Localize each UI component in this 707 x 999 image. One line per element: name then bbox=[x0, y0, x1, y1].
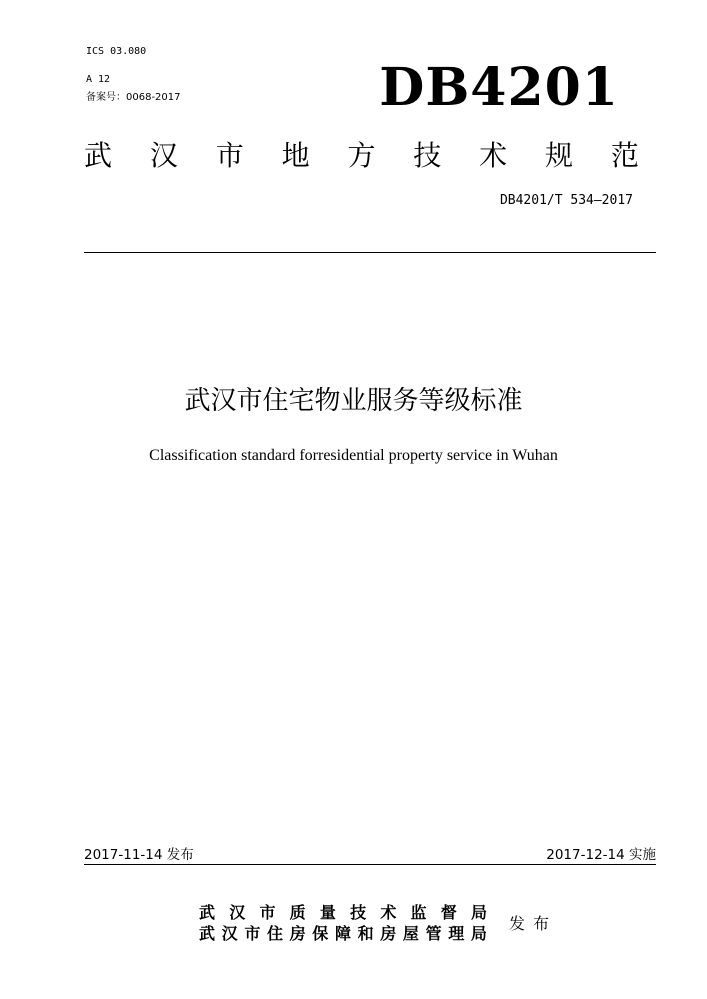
issuer-char: 汉 bbox=[229, 903, 246, 922]
classification-code: A 12 bbox=[86, 74, 111, 85]
document-title-english: Classification standard forresidential property service in Wuhan bbox=[149, 447, 558, 464]
standard-code-heading: DB4201 bbox=[379, 57, 619, 118]
issuer-char: 武 bbox=[199, 903, 216, 922]
issue-date: 2017-11-14 发布 bbox=[84, 847, 194, 863]
standard-type-char: 汉 bbox=[149, 139, 178, 172]
standard-type-char: 规 bbox=[545, 139, 574, 172]
issuer-char: 管 bbox=[425, 924, 442, 943]
standard-type-char: 市 bbox=[215, 139, 244, 172]
issuer-char: 督 bbox=[440, 903, 457, 922]
issuer-char: 房 bbox=[380, 924, 397, 943]
standard-type-char: 地 bbox=[281, 139, 310, 172]
standard-type-char: 术 bbox=[479, 139, 508, 172]
issuer-char: 武 bbox=[199, 924, 216, 943]
issuer-char: 局 bbox=[470, 903, 487, 922]
issuer-char: 房 bbox=[289, 924, 306, 943]
issuer-char: 市 bbox=[244, 924, 261, 943]
issuer-char: 市 bbox=[259, 903, 276, 922]
footer-divider bbox=[84, 864, 656, 865]
issuer-char: 理 bbox=[448, 924, 465, 943]
standard-number: DB4201/T 534—2017 bbox=[499, 193, 633, 208]
standard-type-char: 技 bbox=[413, 139, 442, 172]
issuer-char: 障 bbox=[334, 924, 351, 943]
issuer-char: 保 bbox=[312, 924, 329, 943]
issuer-char: 局 bbox=[470, 924, 487, 943]
issuer-char: 汉 bbox=[221, 924, 238, 943]
issuer-char: 质 bbox=[289, 903, 306, 922]
filing-number: 备案号：0068-2017 bbox=[86, 92, 181, 103]
issuer-quality-bureau bbox=[199, 902, 487, 924]
implementation-date: 2017-12-14 实施 bbox=[546, 847, 656, 863]
issuer-char: 住 bbox=[266, 924, 283, 943]
issuer-char: 屋 bbox=[402, 924, 419, 943]
issuer-char: 监 bbox=[410, 903, 427, 922]
issuer-char: 量 bbox=[319, 903, 336, 922]
header-divider bbox=[84, 252, 656, 253]
issuer-char: 和 bbox=[357, 924, 374, 943]
publish-label: 发布 bbox=[509, 914, 558, 933]
standard-type-char: 范 bbox=[610, 139, 639, 172]
document-title-chinese: 武汉市住宅物业服务等级标准 bbox=[184, 386, 523, 416]
standard-type-heading bbox=[84, 136, 639, 176]
issuer-char: 术 bbox=[380, 903, 397, 922]
issuer-char: 技 bbox=[350, 903, 367, 922]
standard-type-char: 武 bbox=[84, 139, 113, 172]
ics-code: ICS 03.080 bbox=[86, 46, 147, 57]
issuer-housing-bureau bbox=[199, 923, 487, 945]
standard-type-char: 方 bbox=[347, 139, 376, 172]
